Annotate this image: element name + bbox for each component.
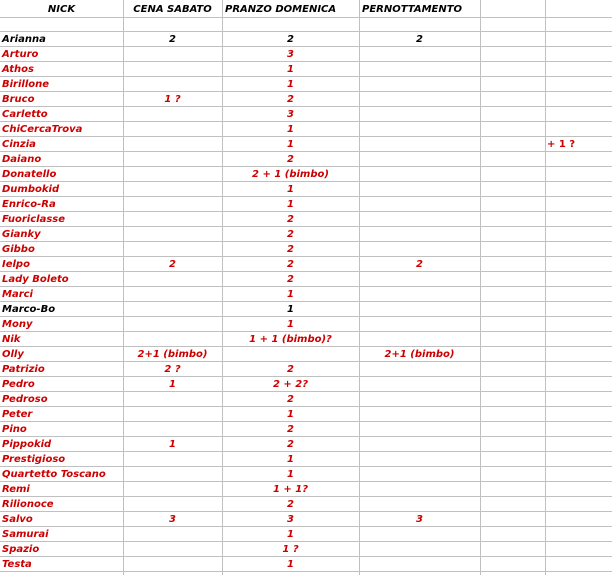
cell-pernottamento[interactable] xyxy=(359,197,480,212)
cell-cena-sabato[interactable] xyxy=(123,197,222,212)
cell-pernottamento[interactable] xyxy=(359,242,480,257)
cell-pranzo-domenica[interactable]: 3 xyxy=(287,109,294,120)
cell-cena-sabato[interactable] xyxy=(123,47,222,62)
cell-extra-note[interactable] xyxy=(545,62,612,77)
cell-pranzo-domenica[interactable]: 1 xyxy=(287,454,294,465)
cell-extra-note[interactable] xyxy=(545,92,612,107)
cell-nick[interactable]: Rilionoce xyxy=(2,499,54,510)
cell-nick[interactable]: Marco-Bo xyxy=(2,304,56,315)
cell-nick[interactable]: Salvo xyxy=(2,514,33,525)
cell-pranzo-domenica[interactable]: 2 xyxy=(287,499,294,510)
cell-extra-note[interactable]: + 1 ? xyxy=(547,139,576,150)
cell-nick[interactable]: Cinzia xyxy=(2,139,36,150)
cell-extra-note[interactable] xyxy=(545,317,612,332)
cell-pernottamento[interactable] xyxy=(359,362,480,377)
cell-nick[interactable]: Prestigioso xyxy=(2,454,66,465)
cell-nick[interactable]: Patrizio xyxy=(2,364,45,375)
cell-pranzo-domenica[interactable]: 2 xyxy=(287,229,294,240)
cell-extra-note[interactable] xyxy=(545,32,612,47)
header-cena-sabato[interactable]: CENA SABATO xyxy=(133,4,212,15)
cell-pranzo-domenica[interactable]: 2 xyxy=(287,439,294,450)
cell-nick[interactable]: Mony xyxy=(2,319,33,330)
cell-extra-note[interactable] xyxy=(545,257,612,272)
cell-pranzo-domenica[interactable]: 1 xyxy=(287,559,294,570)
cell-extra-note[interactable] xyxy=(545,452,612,467)
grid-row-line xyxy=(0,17,612,18)
cell-nick[interactable]: Pedro xyxy=(2,379,35,390)
cell-pernottamento[interactable] xyxy=(359,422,480,437)
cell-pernottamento[interactable] xyxy=(359,137,480,152)
cell-pranzo-domenica[interactable]: 1 + 1 (bimbo)? xyxy=(249,334,332,345)
cell-cena-sabato[interactable] xyxy=(123,107,222,122)
cell-extra-note[interactable] xyxy=(545,392,612,407)
cell-pranzo-domenica[interactable]: 1 xyxy=(287,64,294,75)
cell-cena-sabato[interactable] xyxy=(123,317,222,332)
cell-extra-note[interactable] xyxy=(545,152,612,167)
cell-cena-sabato[interactable] xyxy=(123,137,222,152)
cell-cena-sabato[interactable]: 2 xyxy=(169,259,176,270)
cell-pranzo-domenica[interactable] xyxy=(222,347,359,362)
cell-pranzo-domenica[interactable]: 2 xyxy=(287,94,294,105)
cell-extra-note[interactable] xyxy=(545,542,612,557)
cell-nick[interactable]: Donatello xyxy=(2,169,57,180)
cell-extra-note[interactable] xyxy=(545,467,612,482)
cell-cena-sabato[interactable] xyxy=(123,77,222,92)
cell-extra-note[interactable] xyxy=(545,122,612,137)
cell-pranzo-domenica[interactable]: 2 xyxy=(287,364,294,375)
cell-pranzo-domenica[interactable]: 1 xyxy=(287,79,294,90)
cell-cena-sabato[interactable] xyxy=(123,497,222,512)
cell-cena-sabato[interactable] xyxy=(123,407,222,422)
cell-nick[interactable]: Marci xyxy=(2,289,33,300)
cell-pernottamento[interactable] xyxy=(359,437,480,452)
cell-cena-sabato[interactable] xyxy=(123,287,222,302)
cell-pernottamento[interactable] xyxy=(359,542,480,557)
cell-extra-note[interactable] xyxy=(545,557,612,572)
cell-nick[interactable]: Gianky xyxy=(2,229,41,240)
cell-nick[interactable]: Arturo xyxy=(2,49,39,60)
cell-cena-sabato[interactable] xyxy=(123,212,222,227)
cell-nick[interactable]: Quartetto Toscano xyxy=(2,469,106,480)
cell-pranzo-domenica[interactable]: 1 xyxy=(287,409,294,420)
cell-extra-note[interactable] xyxy=(545,377,612,392)
cell-cena-sabato[interactable] xyxy=(123,242,222,257)
cell-cena-sabato[interactable] xyxy=(123,62,222,77)
cell-pernottamento[interactable] xyxy=(359,47,480,62)
cell-extra-note[interactable] xyxy=(545,287,612,302)
cell-pernottamento[interactable] xyxy=(359,182,480,197)
cell-cena-sabato[interactable] xyxy=(123,482,222,497)
cell-pernottamento[interactable] xyxy=(359,92,480,107)
cell-extra-note[interactable] xyxy=(545,407,612,422)
cell-nick[interactable]: Lady Boleto xyxy=(2,274,69,285)
cell-pranzo-domenica[interactable]: 1 xyxy=(287,469,294,480)
cell-extra-note[interactable] xyxy=(545,212,612,227)
cell-cena-sabato[interactable] xyxy=(123,272,222,287)
cell-pernottamento[interactable] xyxy=(359,227,480,242)
cell-cena-sabato[interactable] xyxy=(123,392,222,407)
cell-pranzo-domenica[interactable]: 1 xyxy=(287,124,294,135)
cell-nick[interactable]: Fuoriclasse xyxy=(2,214,66,225)
cell-pernottamento[interactable] xyxy=(359,392,480,407)
cell-extra-note[interactable] xyxy=(545,512,612,527)
cell-cena-sabato[interactable] xyxy=(123,452,222,467)
cell-nick[interactable]: Samurai xyxy=(2,529,49,540)
cell-pernottamento[interactable] xyxy=(359,452,480,467)
cell-extra-note[interactable] xyxy=(545,437,612,452)
header-pranzo-domenica[interactable]: PRANZO DOMENICA xyxy=(225,4,337,15)
cell-pernottamento[interactable] xyxy=(359,317,480,332)
cell-nick[interactable]: Athos xyxy=(2,64,34,75)
header-nick[interactable]: NICK xyxy=(47,4,76,15)
cell-pernottamento[interactable] xyxy=(359,287,480,302)
cell-pranzo-domenica[interactable]: 2 xyxy=(287,274,294,285)
cell-cena-sabato[interactable] xyxy=(123,332,222,347)
cell-cena-sabato[interactable] xyxy=(123,227,222,242)
cell-extra-note[interactable] xyxy=(545,527,612,542)
cell-nick[interactable]: Testa xyxy=(2,559,32,570)
cell-pranzo-domenica[interactable]: 1 xyxy=(287,184,294,195)
cell-nick[interactable]: Pino xyxy=(2,424,27,435)
cell-nick[interactable]: Ielpo xyxy=(2,259,30,270)
cell-extra-note[interactable] xyxy=(545,482,612,497)
cell-extra-note[interactable] xyxy=(545,347,612,362)
cell-pranzo-domenica[interactable]: 2 xyxy=(287,244,294,255)
cell-cena-sabato[interactable] xyxy=(123,527,222,542)
cell-cena-sabato[interactable] xyxy=(123,152,222,167)
cell-cena-sabato[interactable] xyxy=(123,557,222,572)
cell-cena-sabato[interactable] xyxy=(123,167,222,182)
cell-pernottamento[interactable] xyxy=(359,272,480,287)
cell-extra-note[interactable] xyxy=(545,332,612,347)
cell-pranzo-domenica[interactable]: 2 xyxy=(287,154,294,165)
cell-pranzo-domenica[interactable]: 2 xyxy=(287,424,294,435)
cell-cena-sabato[interactable] xyxy=(123,122,222,137)
cell-pernottamento[interactable] xyxy=(359,527,480,542)
cell-nick[interactable]: Enrico-Ra xyxy=(2,199,56,210)
cell-extra-note[interactable] xyxy=(545,227,612,242)
cell-pranzo-domenica[interactable]: 2 xyxy=(287,214,294,225)
cell-extra-note[interactable] xyxy=(545,197,612,212)
cell-pernottamento[interactable] xyxy=(359,332,480,347)
cell-extra-note[interactable] xyxy=(545,497,612,512)
cell-cena-sabato[interactable]: 2 ? xyxy=(164,364,181,375)
cell-nick[interactable]: Pippokid xyxy=(2,439,52,450)
cell-cena-sabato[interactable]: 1 ? xyxy=(164,94,181,105)
cell-cena-sabato[interactable]: 1 xyxy=(169,379,176,390)
cell-extra-note[interactable] xyxy=(545,272,612,287)
cell-cena-sabato[interactable] xyxy=(123,182,222,197)
cell-pernottamento[interactable] xyxy=(359,167,480,182)
cell-nick[interactable]: Birillone xyxy=(2,79,50,90)
cell-pernottamento[interactable] xyxy=(359,77,480,92)
cell-pernottamento[interactable] xyxy=(359,557,480,572)
cell-pernottamento[interactable] xyxy=(359,302,480,317)
cell-cena-sabato[interactable]: 2 xyxy=(169,34,176,45)
cell-nick[interactable]: Spazio xyxy=(2,544,40,555)
cell-nick[interactable]: Daiano xyxy=(2,154,42,165)
cell-pernottamento[interactable] xyxy=(359,467,480,482)
cell-pranzo-domenica[interactable]: 1 xyxy=(287,199,294,210)
cell-extra-note[interactable] xyxy=(545,302,612,317)
cell-extra-note[interactable] xyxy=(545,107,612,122)
grid-column-line xyxy=(480,0,481,575)
cell-pranzo-domenica[interactable]: 2 xyxy=(287,394,294,405)
cell-pranzo-domenica[interactable]: 1 ? xyxy=(282,544,299,555)
cell-pranzo-domenica[interactable]: 1 xyxy=(287,319,294,330)
cell-pranzo-domenica[interactable]: 3 xyxy=(287,49,294,60)
cell-extra-note[interactable] xyxy=(545,77,612,92)
cell-nick[interactable]: Remi xyxy=(2,484,30,495)
cell-pranzo-domenica[interactable]: 1 xyxy=(287,529,294,540)
cell-pernottamento[interactable] xyxy=(359,407,480,422)
cell-cena-sabato[interactable]: 2+1 (bimbo) xyxy=(137,349,208,360)
cell-pranzo-domenica[interactable]: 2 xyxy=(287,259,294,270)
cell-cena-sabato[interactable]: 1 xyxy=(169,439,176,450)
cell-nick[interactable]: Arianna xyxy=(2,34,46,45)
cell-extra-note[interactable] xyxy=(545,167,612,182)
cell-pranzo-domenica[interactable]: 1 + 1? xyxy=(272,484,309,495)
cell-pernottamento[interactable] xyxy=(359,107,480,122)
cell-pernottamento[interactable]: 2 xyxy=(416,259,423,270)
cell-nick[interactable]: Dumbokid xyxy=(2,184,60,195)
header-pernottamento[interactable]: PERNOTTAMENTO xyxy=(362,4,463,15)
cell-pranzo-domenica[interactable]: 2 xyxy=(287,34,294,45)
cell-extra-note[interactable] xyxy=(545,47,612,62)
cell-pernottamento[interactable] xyxy=(359,377,480,392)
cell-pernottamento[interactable]: 2 xyxy=(416,34,423,45)
cell-pernottamento[interactable]: 2+1 (bimbo) xyxy=(384,349,455,360)
cell-cena-sabato[interactable]: 3 xyxy=(169,514,176,525)
cell-pernottamento[interactable] xyxy=(359,62,480,77)
cell-pernottamento[interactable] xyxy=(359,152,480,167)
cell-pernottamento[interactable]: 3 xyxy=(416,514,423,525)
cell-extra-note[interactable] xyxy=(545,242,612,257)
cell-pranzo-domenica[interactable]: 2 + 2? xyxy=(272,379,309,390)
cell-extra-note[interactable] xyxy=(545,422,612,437)
cell-pernottamento[interactable] xyxy=(359,122,480,137)
cell-nick[interactable]: Carletto xyxy=(2,109,48,120)
cell-pranzo-domenica[interactable]: 1 xyxy=(287,139,294,150)
cell-nick[interactable]: Gibbo xyxy=(2,244,35,255)
cell-pranzo-domenica[interactable]: 1 xyxy=(287,304,294,315)
cell-nick[interactable]: Peter xyxy=(2,409,33,420)
cell-pranzo-domenica[interactable]: 3 xyxy=(287,514,294,525)
cell-nick[interactable]: Nik xyxy=(2,334,21,345)
cell-cena-sabato[interactable] xyxy=(123,542,222,557)
cell-nick[interactable]: Bruco xyxy=(2,94,35,105)
cell-cena-sabato[interactable] xyxy=(123,467,222,482)
cell-nick[interactable]: Pedroso xyxy=(2,394,48,405)
cell-extra-note[interactable] xyxy=(545,362,612,377)
cell-cena-sabato[interactable] xyxy=(123,422,222,437)
cell-pernottamento[interactable] xyxy=(359,212,480,227)
cell-pernottamento[interactable] xyxy=(359,482,480,497)
cell-extra-note[interactable] xyxy=(545,182,612,197)
cell-cena-sabato[interactable] xyxy=(123,302,222,317)
cell-nick[interactable]: Olly xyxy=(2,349,24,360)
cell-pranzo-domenica[interactable]: 2 + 1 (bimbo) xyxy=(252,169,329,180)
cell-pranzo-domenica[interactable]: 1 xyxy=(287,289,294,300)
cell-pernottamento[interactable] xyxy=(359,497,480,512)
cell-nick[interactable]: ChiCercaTrova xyxy=(2,124,83,135)
